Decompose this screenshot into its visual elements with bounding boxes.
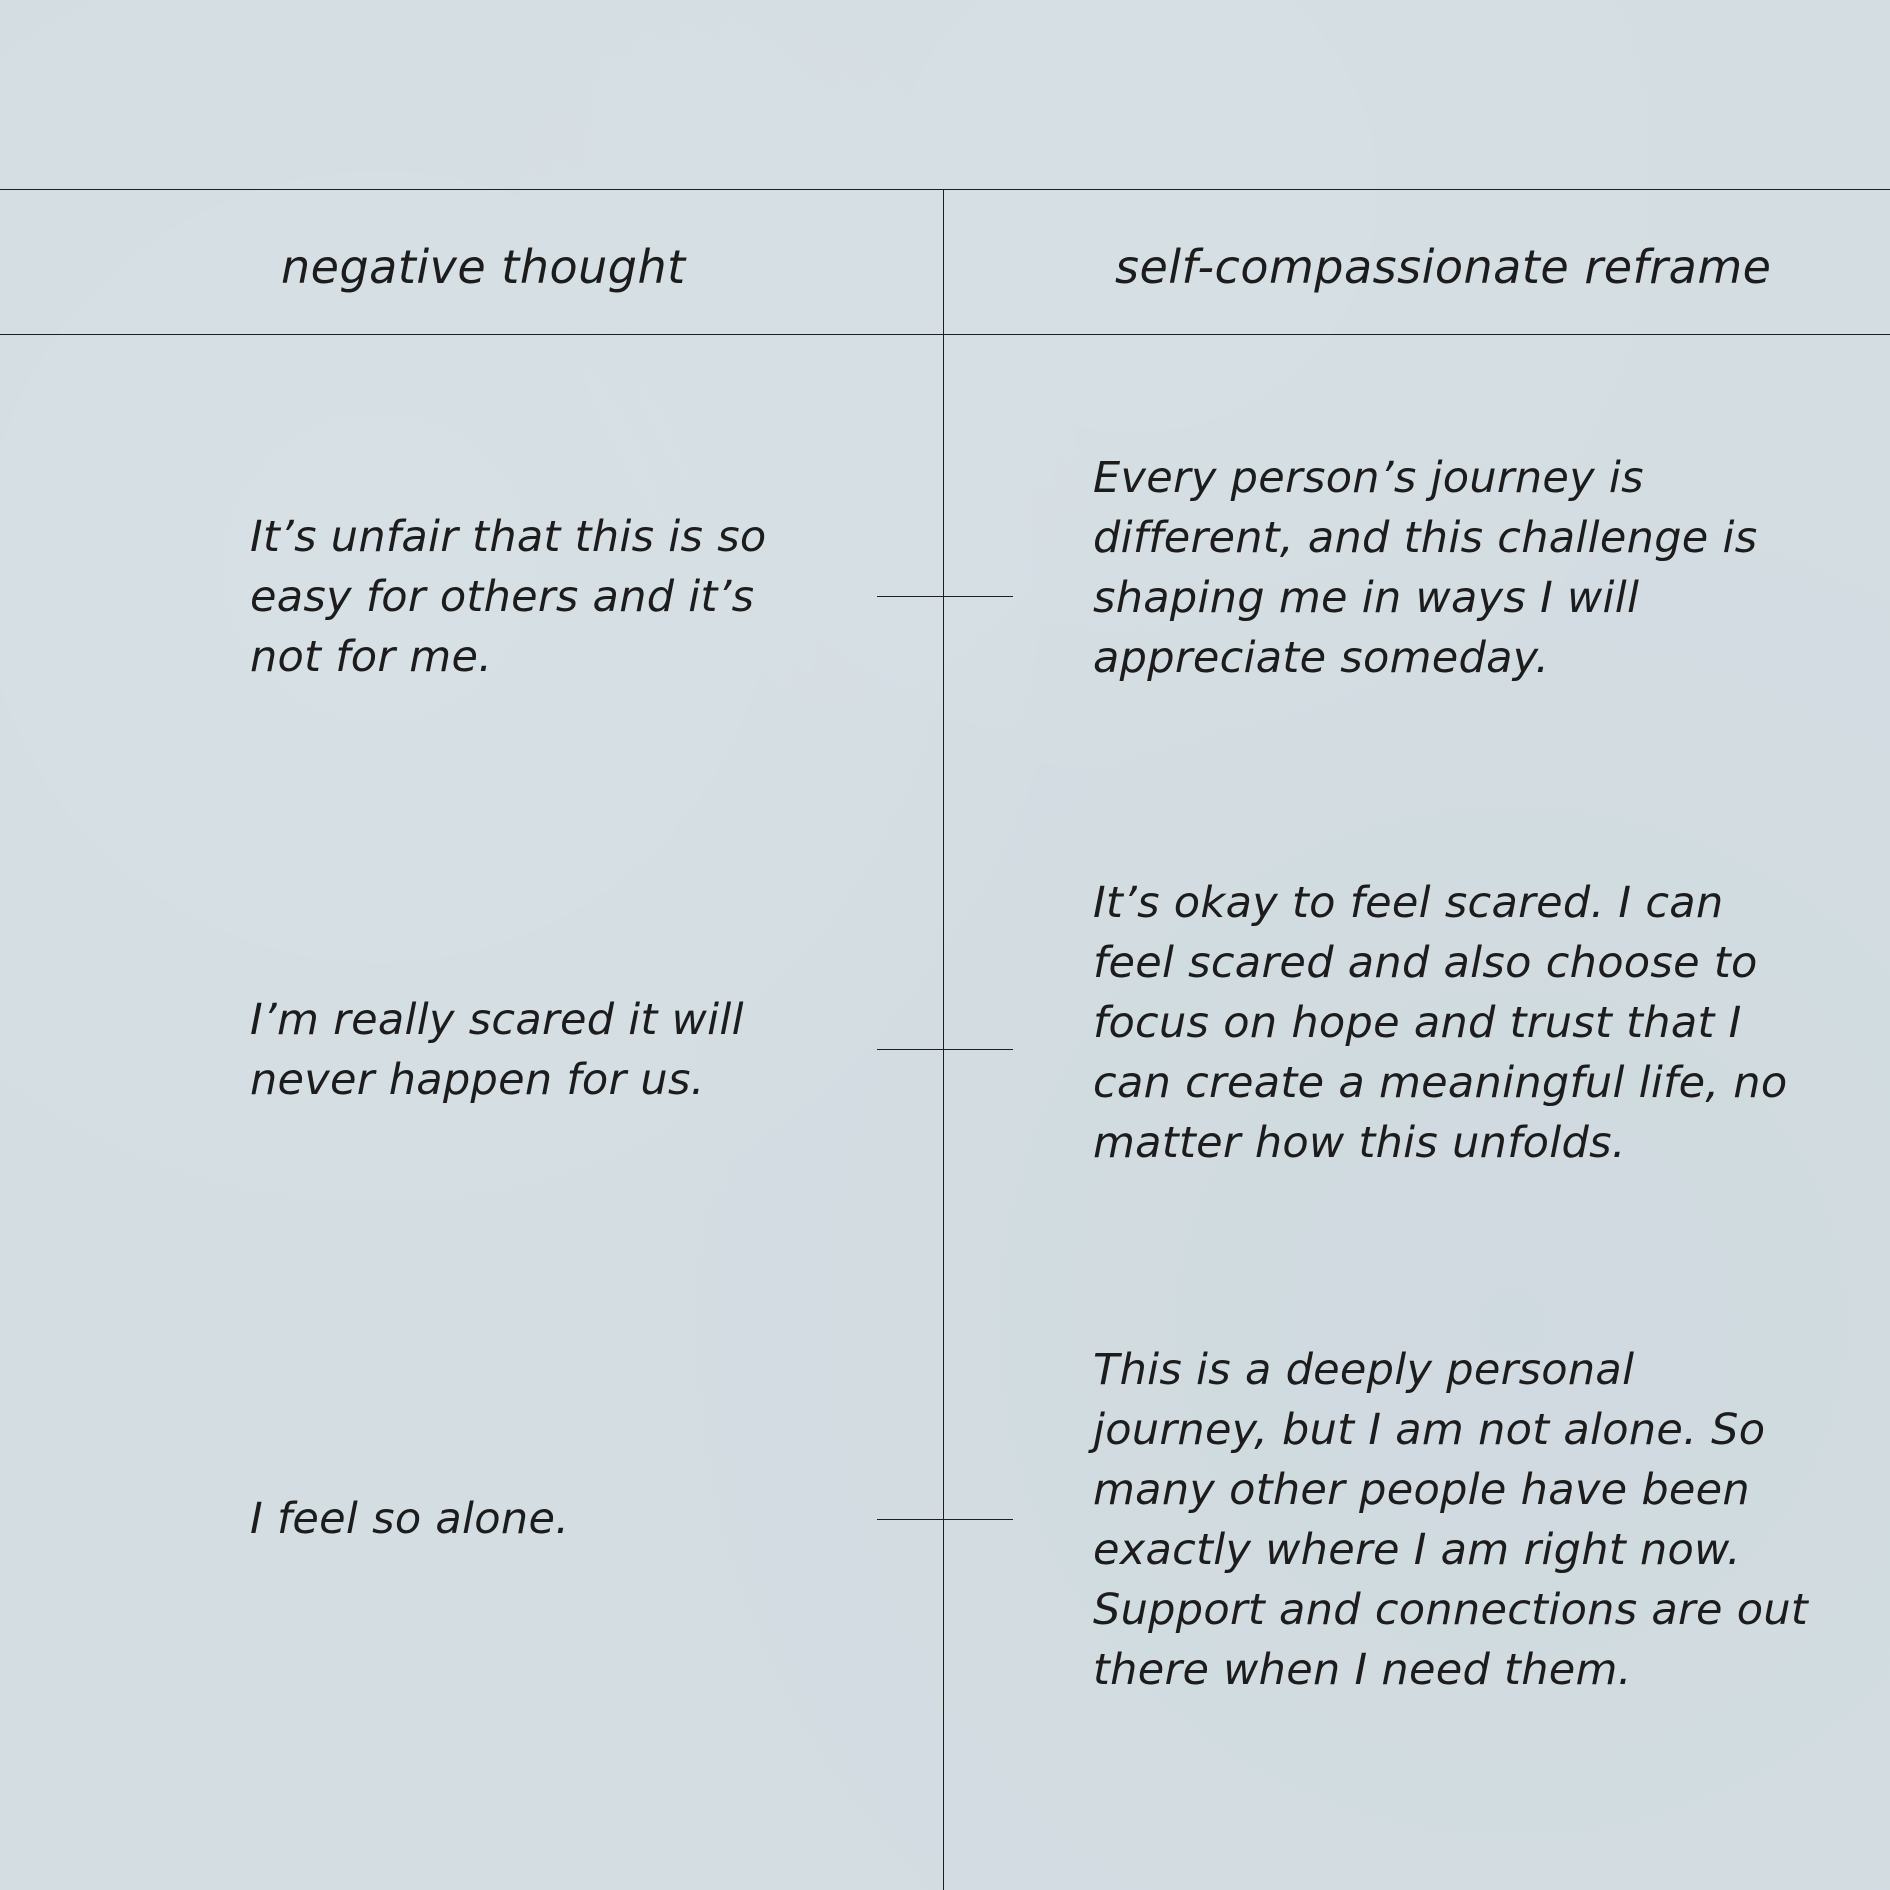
reframe-cell: It’s okay to feel scared. I can feel scared and also choose to focus on hope and trust that I can create a meaningful life, no matter how this unfolds. [1093, 878, 1788, 1168]
column-divider [943, 190, 944, 1890]
row-connector-tick [877, 1049, 1013, 1050]
row-connector-tick [877, 596, 1013, 597]
negative-thought-cell: It’s unfair that this is so easy for others and it’s not for me. [250, 512, 767, 682]
reframe-cell: Every person’s journey is different, and this challenge is shaping me in ways I will appreciate someday. [1093, 453, 1758, 683]
header-top-rule [0, 189, 1890, 190]
header-negative-thought: negative thought [281, 240, 686, 294]
reframe-cell: This is a deeply personal journey, but I am not alone. So many other people have been exactly where I am right now. Support and connections are out there when I need them. [1093, 1345, 1809, 1695]
header-self-compassionate-reframe: self-compassionate reframe [1115, 240, 1772, 294]
negative-thought-cell: I feel so alone. [250, 1494, 570, 1544]
negative-thought-cell: I’m really scared it will never happen for us. [250, 995, 744, 1105]
header-bottom-rule [0, 334, 1890, 335]
row-connector-tick [877, 1519, 1013, 1520]
